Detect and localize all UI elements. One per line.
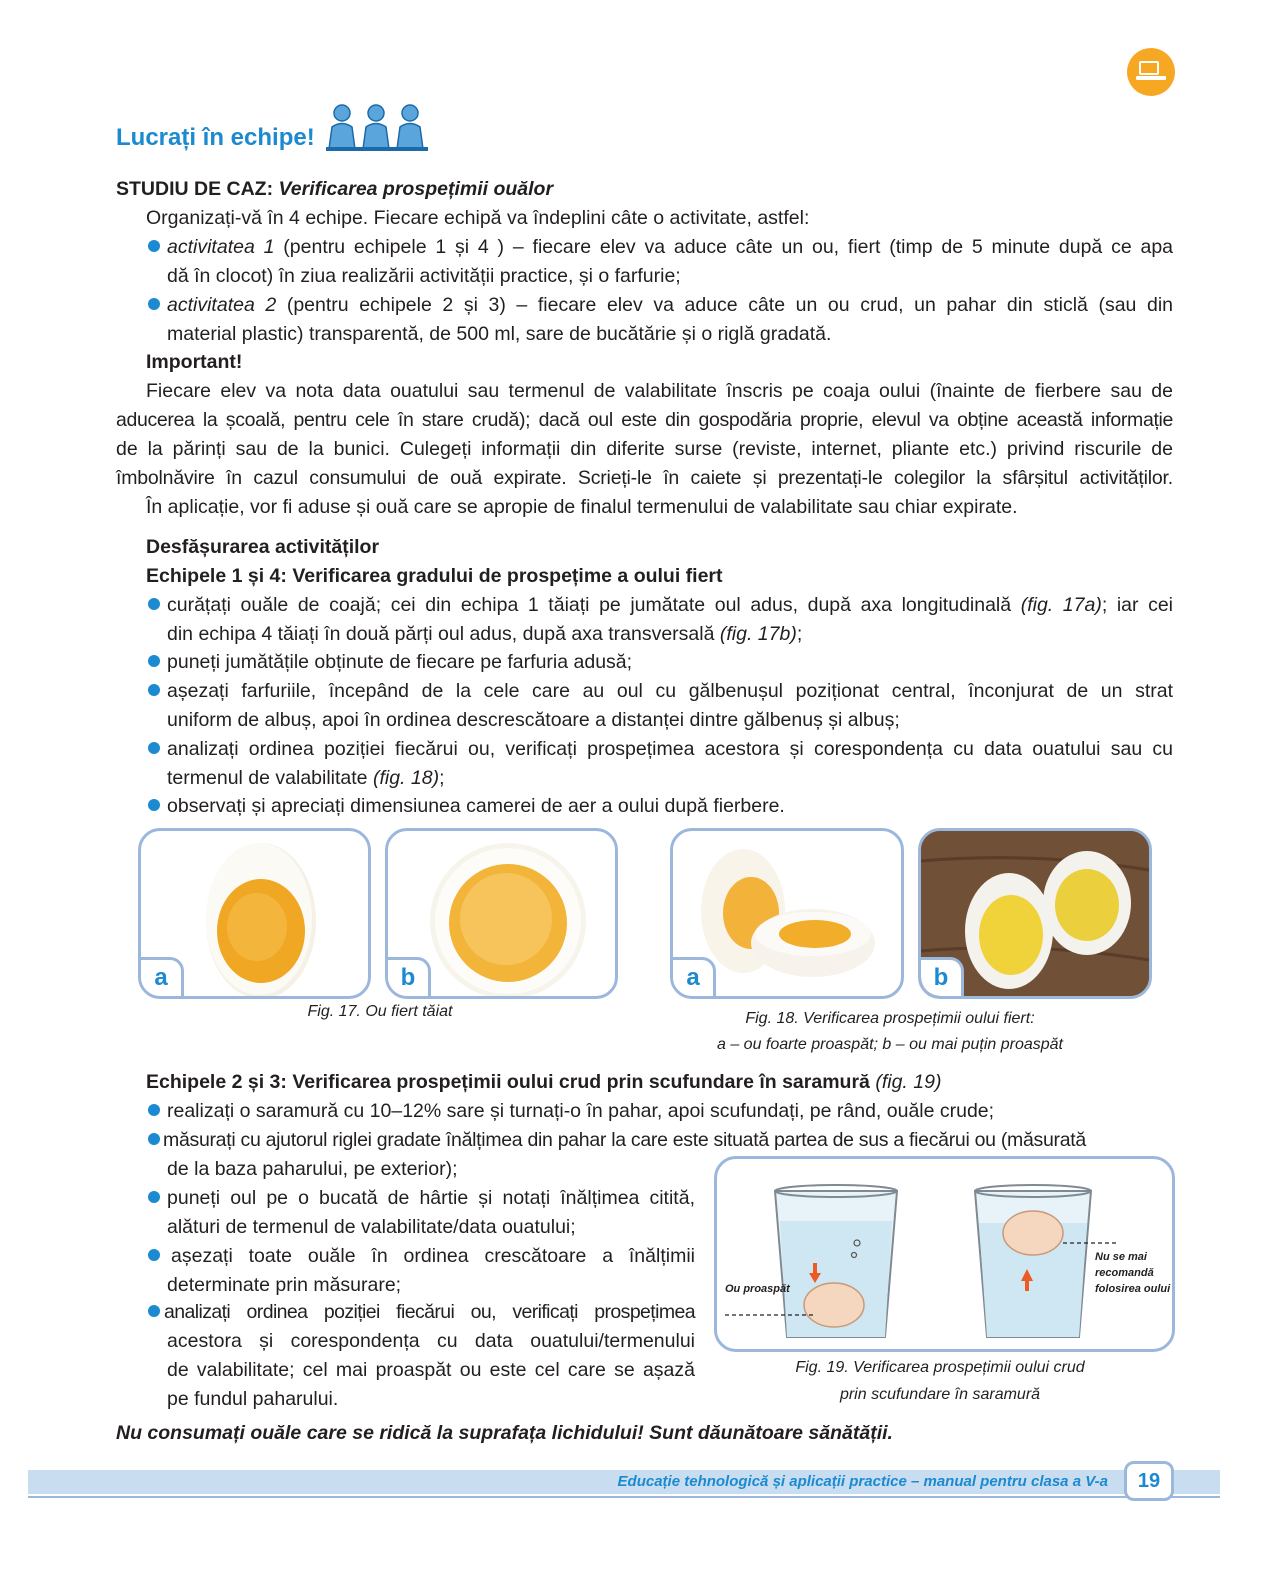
activity-1-line2: dă în clocot) în ziua realizării activității practice, și o farfurie; [167,265,681,287]
g23-bullet-1: realizați o saramură cu 10–12% sare și turnați-o în pahar, apoi scufundați, pe rând, ouăle crude; [167,1100,995,1122]
activity-1-line1: activitatea 1 (pentru echipele 1 și 4 ) – fiecare elev va aduce câte un ou, fiert (timp de 5 minute după ce apa [167,236,1174,258]
laptop-icon [1139,61,1159,75]
fig18a-photo [670,828,904,999]
bullet-dot [148,598,160,610]
team-heading: Lucrați în echipe! [116,124,315,151]
bullet-dot [148,1249,160,1261]
g23-bullet-3-line1: puneți oul pe o bucată de hârtie și notați înălțimea citită, [167,1187,695,1209]
g14-bullet-4-line2: termenul de valabilitate (fig. 18); [167,767,445,789]
g23-bullet-5-line3: de valabilitate; cel mai proaspăt ou este cel care se așază [167,1359,695,1381]
fig19-frame [714,1156,1175,1352]
bullet-dot [148,1191,160,1203]
fig19-caption-line1: Fig. 19. Verificarea prospețimii oului crud [795,1359,1085,1376]
g23-bullet-2-line2: de la baza paharului, pe exterior); [167,1158,458,1180]
bullet-dot [148,684,160,696]
bullet-dot [148,298,160,310]
g23-bullet-5-line4: pe fundul paharului. [167,1388,339,1410]
bullet-dot [148,1104,160,1116]
fig19-label-not-recommended-2: recomandă [1095,1267,1154,1279]
bullet-dot [148,655,160,667]
fig19-label-fresh: Ou proaspăt [725,1283,790,1295]
activity-2-line2: material plastic) transparentă, de 500 ml, sare de bucătărie și o riglă gradată. [167,323,832,345]
corner-badge [1127,48,1175,96]
footer-book-title: Educație tehnologică și aplicații practice – manual pentru clasa a V-a [617,1473,1108,1490]
fig17-caption: Fig. 17. Ou fiert tăiat [307,1003,453,1020]
bullet-dot [148,799,160,811]
g23-bullet-5-line2: acestora și corespondența cu data ouatului/termenului [167,1330,695,1352]
fig17a-photo [138,828,371,999]
bullet-dot [148,1305,160,1317]
important-label: Important! [146,351,243,373]
g14-bullet-3-line2: uniform de albuș, apoi în ordinea descrescătoare a distanței dintre gălbenuș și albuș; [167,709,900,731]
important-line-1: Fiecare elev va nota data ouatului sau termenul de valabilitate înscris pe coaja oului (înainte de fierbere sau de [146,380,1173,402]
page-number: 19 [1124,1461,1174,1501]
case-study-label: STUDIU DE CAZ: [116,178,274,200]
g23-bullet-4-line2: determinate prin măsurare; [167,1274,402,1296]
g14-bullet-4-line1: analizați ordinea poziției fiecărui ou, verificați prospețimea acestora și corespondența cu data ouatului sau cu [167,738,1173,760]
case-study-heading [116,175,553,204]
activities-heading: Desfășurarea activităților [146,536,380,558]
fig18-caption-line2: a – ou foarte proaspăt; b – ou mai puțin proaspăt [716,1036,1063,1053]
important-line-2: aducerea la școală, pentru cele în stare crudă); dacă oul este din gospodăria proprie, elevul va obține această informație [116,409,1173,431]
fig17b-photo [385,828,618,999]
g14-bullet-3-line1: așezați farfuriile, începând de la cele care au oul cu gălbenușul poziționat central, înconjurat de un strat [167,680,1173,702]
case-study-title: Verificarea prospețimii ouălor [278,178,554,200]
fig18b-photo [918,828,1152,999]
bullet-dot [148,1133,160,1145]
important-line-3: de la părinți sau de la bunici. Culegeți informații din diferite surse (reviste, internet, pliante etc.) privind riscurile de [116,438,1173,460]
case-study-intro: Organizați-vă în 4 echipe. Fiecare echipă va îndeplini câte o activitate, astfel: [146,207,810,229]
group-1-4-heading: Echipele 1 și 4: Verificarea gradului de prospețime a oului fiert [146,565,723,587]
warning-text: Nu consumați ouăle care se ridică la suprafața lichidului! Sunt dăunătoare sănătății. [116,1422,893,1444]
group-2-3-heading: Echipele 2 și 3: Verificarea prospețimii oului crud prin scufundare în saramură (fig. 19) [146,1071,942,1093]
fig19-label-not-recommended-1: Nu se mai [1095,1251,1147,1263]
g23-bullet-5-line1: analizați ordinea poziției fiecărui ou, verificați prospețimea [164,1301,695,1323]
fig18b-tag: b [918,957,964,999]
team-people-icon [326,103,428,153]
fig17a-tag: a [138,957,184,999]
g23-bullet-2-line1: măsurați cu ajutorul riglei gradate înălțimea din pahar la care este situată partea de sus a fiecărui ou (măsurată [163,1129,1086,1151]
activity-2-line1: activitatea 2 (pentru echipele 2 și 3) – fiecare elev va aduce câte un ou crud, un pahar din sticlă (sau din [167,294,1174,316]
fig19-label-not-recommended-3: folosirea oului [1095,1283,1171,1295]
fig18-caption-line1: Fig. 18. Verificarea prospețimii oului fiert: [745,1010,1035,1027]
fig18a-tag: a [670,957,716,999]
bullet-dot [148,742,160,754]
fig19-caption-line2: prin scufundare în saramură [839,1386,1041,1403]
fig17b-tag: b [385,957,431,999]
g14-bullet-5: observați și apreciați dimensiunea camerei de aer a oului după fierbere. [167,795,785,817]
g23-bullet-4-line1: așezați toate ouăle în ordinea crescătoare a înălțimii [171,1245,695,1267]
footer-rule [28,1496,1220,1498]
important-line-4: îmbolnăvire în cazul consumului de ouă expirate. Scrieți-le în caiete și prezentați-le colegilor la sfârșitul activităților. [116,467,1173,489]
g23-bullet-3-line2: alături de termenul de valabilitate/data ouatului; [167,1216,576,1238]
expired-eggs-note: În aplicație, vor fi aduse și ouă care se apropie de finalul termenului de valabilitate sau chiar expirate. [146,496,1018,518]
g14-bullet-1-line1: curățați ouăle de coajă; cei din echipa 1 tăiați pe jumătate oul adus, după axa longitudinală (fig. 17a); iar cei [167,594,1174,616]
bullet-dot [148,240,160,252]
g14-bullet-1-line2: din echipa 4 tăiați în două părți oul adus, după axa transversală (fig. 17b); [167,623,803,645]
g14-bullet-2: puneți jumătățile obținute de fiecare pe farfuria adusă; [167,651,633,673]
